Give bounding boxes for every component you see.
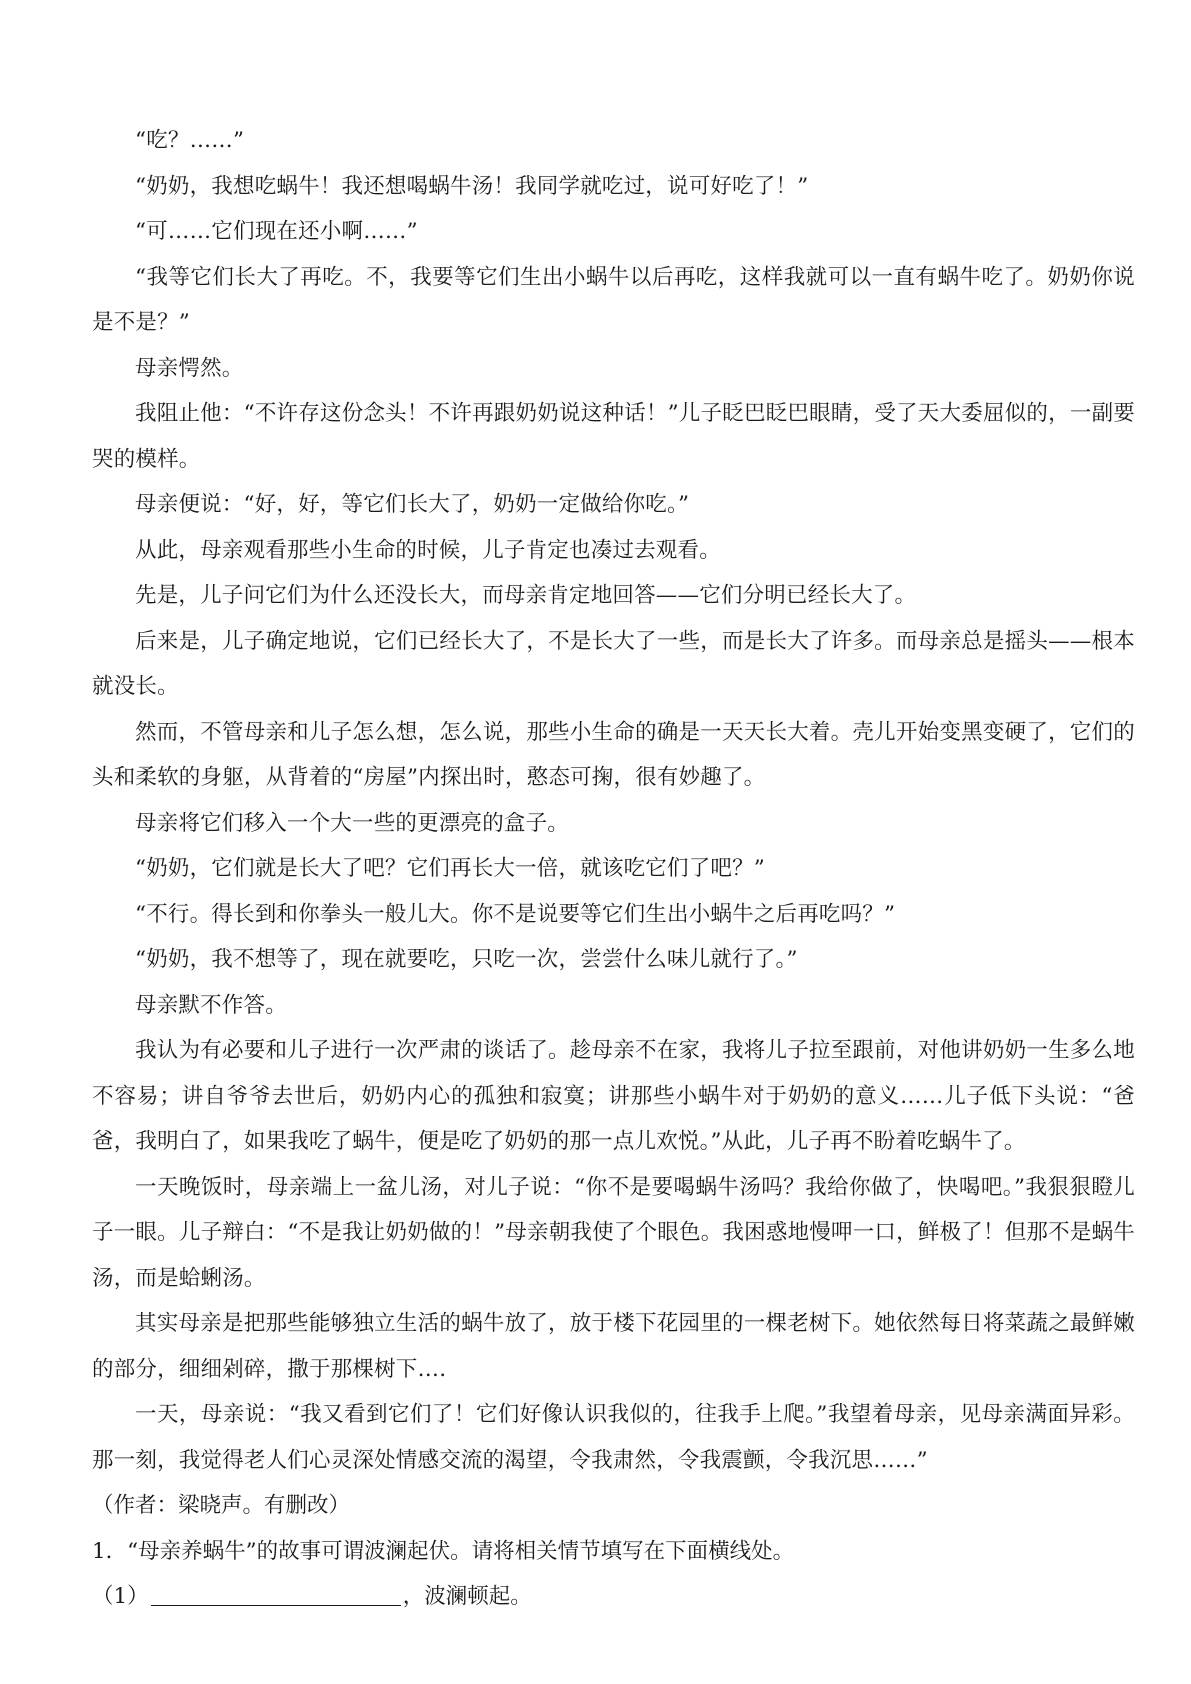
paragraph: 然而，不管母亲和儿子怎么想，怎么说，那些小生命的确是一天天长大着。壳儿开始变黑变硬了，它们的头和柔软的身躯，从背着的“房屋”内探出时，憨态可掬，很有妙趣了。 [92,719,1135,790]
paragraph: “我等它们长大了再吃。不，我要等它们生出小蜗牛以后再吃，这样我就可以一直有蜗牛吃了。奶奶你说是不是？” [92,264,1135,335]
question-1: 1．“母亲养蜗牛”的故事可谓波澜起伏。请将相关情节填写在下面横线处。 [92,1538,795,1564]
article-body [92,118,1135,1620]
paragraph: 后来是，儿子确定地说，它们已经长大了，不是长大了一些，而是长大了许多。而母亲总是摇头——根本就没长。 [92,628,1135,699]
paragraph: 我阻止他：“不许存这份念头！不许再跟奶奶说这种话！”儿子眨巴眨巴眼睛，受了天大委屈似的，一副要哭的模样。 [92,401,1135,472]
paragraph: “奶奶，我不想等了，现在就要吃，只吃一次，尝尝什么味儿就行了。” [135,947,798,972]
paragraph: 母亲将它们移入一个大一些的更漂亮的盒子。 [135,810,570,836]
sub-question-number: （1） [92,1584,149,1609]
paragraph: 其实母亲是把那些能够独立生活的蜗牛放了，放于楼下花园里的一棵老树下。她依然每日将菜蔬之最鲜嫩的部分，细细剁碎，撒于那棵树下…. [92,1311,1135,1382]
paragraph: 一天，母亲说：“我又看到它们了！它们好像认识我似的，往我手上爬。”我望着母亲，见母亲满面异彩。那一刻，我觉得老人们心灵深处情感交流的渴望，令我肃然，令我震颤，令我沉思……” [92,1402,1135,1473]
paragraph: “奶奶，我想吃蜗牛！我还想喝蜗牛汤！我同学就吃过，说可好吃了！” [135,173,809,199]
paragraph: 我认为有必要和儿子进行一次严肃的谈话了。趁母亲不在家，我将儿子拉至跟前，对他讲奶奶一生多么地不容易；讲自爷爷去世后，奶奶内心的孤独和寂寞；讲那些小蜗牛对于奶奶的意义……儿子低下头说：“爸爸，我明白了，如果我吃了蜗牛，便是吃了奶奶的那一点儿欢悦。”从此，儿子再不盼着吃蜗牛了。 [92,1038,1135,1154]
paragraph: 一天晚饭时，母亲端上一盆儿汤，对儿子说：“你不是要喝蜗牛汤吗？我给你做了，快喝吧。”我狠狠瞪儿子一眼。儿子辩白：“不是我让奶奶做的！”母亲朝我使了个眼色。我困惑地慢呷一口，鲜极了！但那不是蜗牛汤，而是蛤蜊汤。 [92,1174,1135,1291]
paragraph: 母亲便说：“好，好，等它们长大了，奶奶一定做给你吃。” [135,492,690,517]
paragraph: “可……它们现在还小啊……” [135,219,418,244]
paragraph: 母亲愕然。 [135,355,244,381]
answer-blank[interactable] [151,1604,401,1606]
paragraph: “不行。得长到和你拳头一般儿大。你不是说要等它们生出小蜗牛之后再吃吗？” [135,901,896,927]
author-note: （作者：梁晓声。有删改） [92,1493,351,1518]
paragraph: “奶奶，它们就是长大了吧？它们再长大一倍，就该吃它们了吧？” [135,856,765,881]
paragraph: “吃？……” [135,128,245,153]
paragraph: 母亲默不作答。 [135,992,287,1018]
sub-question-suffix: ，波澜顿起。 [402,1584,532,1609]
paragraph: 从此，母亲观看那些小生命的时候，儿子肯定也凑过去观看。 [135,537,721,563]
paragraph: 先是，儿子问它们为什么还没长大，而母亲肯定地回答——它们分明已经长大了。 [135,583,917,608]
question-1-sub-1 [92,1574,1135,1620]
